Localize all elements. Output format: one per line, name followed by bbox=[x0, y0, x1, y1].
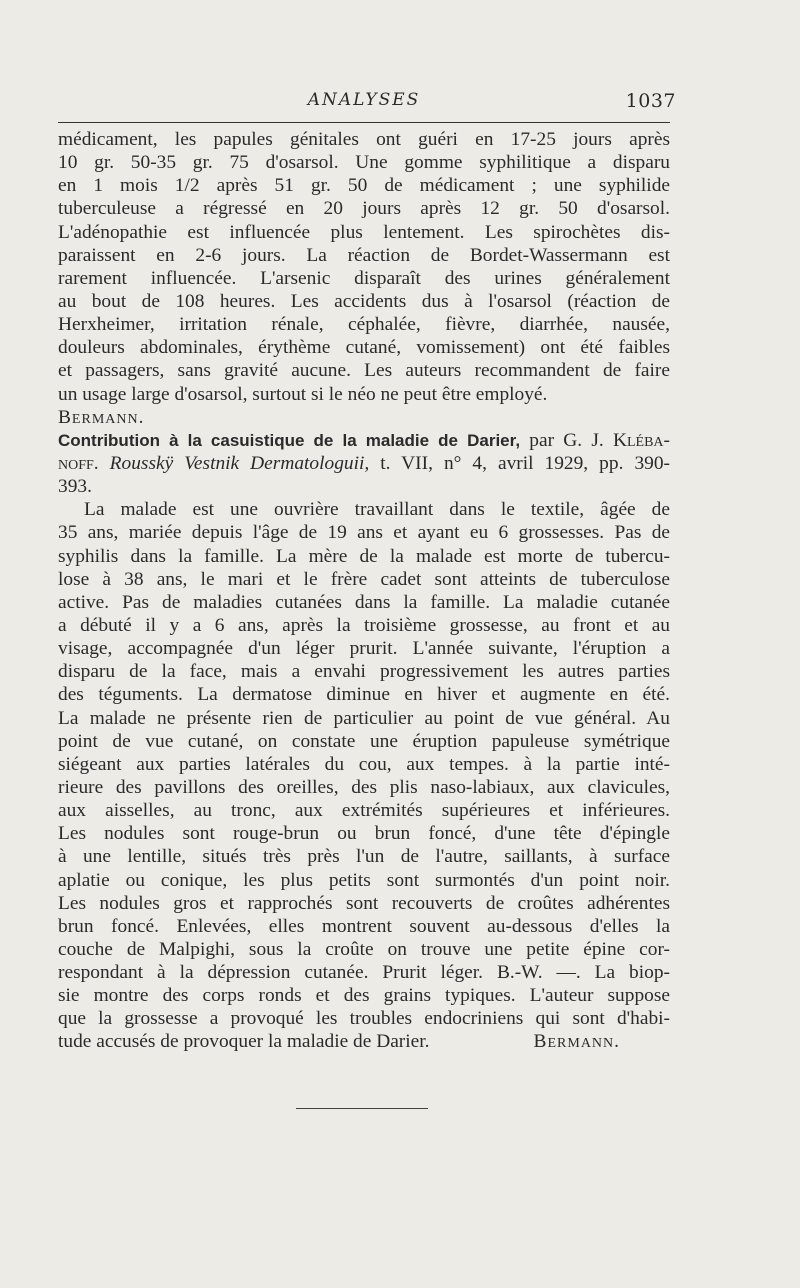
journal-page bbox=[58, 0, 676, 1288]
text-line: disparu de la face, mais a envahi progressivement les autres parties bbox=[58, 661, 670, 683]
article-citation-line bbox=[58, 452, 670, 475]
text-line: paraissent en 2-6 jours. La réaction de Bordet-Wassermann est bbox=[58, 244, 670, 266]
reviewer-signature: Bermann. bbox=[58, 406, 145, 428]
text-line: lose à 38 ans, le mari et le frère cadet sont atteints de tuberculose bbox=[58, 568, 670, 590]
text-line: a débuté il y a 6 ans, après la troisième grossesse, au front et au bbox=[58, 614, 670, 636]
article-title: Contribution à la casuistique de la maladie de Darier, bbox=[58, 430, 521, 450]
header-rule bbox=[58, 122, 670, 123]
text-line: rarement influencée. L'arsenic disparaît des urines généralement bbox=[58, 267, 670, 289]
journal-name: Rousskÿ Vestnik Dermatologuii, bbox=[109, 452, 370, 474]
text-line: siégeant aux parties latérales du cou, aux tempes. à la partie inté- bbox=[58, 753, 670, 775]
closing-rule bbox=[296, 1108, 428, 1109]
text-line: un usage large d'osarsol, surtout si le néo ne peut être employé. bbox=[58, 383, 548, 405]
running-title: ANALYSES bbox=[307, 90, 421, 110]
text-line: au bout de 108 heures. Les accidents dus à l'osarsol (réaction de bbox=[58, 290, 670, 312]
text-line: point de vue cutané, on constate une éruption papuleuse symétrique bbox=[58, 730, 670, 752]
text-line: syphilis dans la famille. La mère de la malade est morte de tubercu- bbox=[58, 545, 670, 567]
text-line: tude accusés de provoquer la maladie de Darier. bbox=[58, 1031, 430, 1053]
text-line: visage, accompagnée d'un léger prurit. L'année suivante, l'éruption a bbox=[58, 638, 670, 660]
text-line: sie montre des corps ronds et des grains typiques. L'auteur suppose bbox=[58, 985, 670, 1007]
text-line: brun foncé. Enlevées, elles montrent souvent au-dessous d'elles la bbox=[58, 915, 670, 937]
text-line: respondant à la dépression cutanée. Prurit léger. B.-W. —. La biop- bbox=[58, 962, 670, 984]
text-line: aplatie ou conique, les plus petits sont surmontés d'un point noir. bbox=[58, 869, 670, 891]
text-line: et passagers, sans gravité aucune. Les auteurs recommandent de faire bbox=[58, 360, 670, 382]
citation: t. VII, n° 4, avril 1929, pp. 390- bbox=[380, 452, 670, 474]
article-author: Kléba- bbox=[612, 429, 670, 451]
text-line: active. Pas de maladies cutanées dans la famille. La maladie cutanée bbox=[58, 591, 670, 613]
text-line: aux aisselles, au tronc, aux extrémités supérieures et inférieures. bbox=[58, 800, 670, 822]
text-line: Les nodules sont rouge-brun ou brun foncé, d'une tête d'épingle bbox=[58, 823, 670, 845]
text-line: 10 gr. 50-35 gr. 75 d'osarsol. Une gomme syphilitique a disparu bbox=[58, 152, 670, 174]
text-line: L'adénopathie est influencée plus lentement. Les spirochètes dis- bbox=[58, 221, 670, 243]
text-line: 35 ans, mariée depuis l'âge de 19 ans et ayant eu 6 grossesses. Pas de bbox=[58, 522, 670, 544]
text-line: des téguments. La dermatose diminue en hiver et augmente en été. bbox=[58, 684, 670, 706]
text-line: en 1 mois 1/2 après 51 gr. 50 de médicament ; une syphilide bbox=[58, 175, 670, 197]
reviewer-signature: Bermann. bbox=[533, 1031, 620, 1053]
text-line: La malade est une ouvrière travaillant dans le textile, âgée de bbox=[84, 499, 670, 521]
previous-review-continuation bbox=[58, 128, 670, 429]
page-number: 1037 bbox=[625, 90, 676, 112]
running-head bbox=[58, 88, 676, 114]
text-line: tuberculeuse a régressé en 20 jours après 12 gr. 50 d'osarsol. bbox=[58, 198, 670, 220]
article-author-cont: noff. bbox=[58, 452, 99, 474]
text-line: rieure des pavillons des oreilles, des plis naso-labiaux, aux clavicules, bbox=[58, 776, 670, 798]
article-heading-line bbox=[58, 429, 670, 452]
text-line: couche de Malpighi, sous la croûte on trouve une petite épine cor- bbox=[58, 938, 670, 960]
text-line: douleurs abdominales, érythème cutané, vomissement) ont été faibles bbox=[58, 337, 670, 359]
text-line: Les nodules gros et rapprochés sont recouverts de croûtes adhérentes bbox=[58, 892, 670, 914]
last-line-with-signature bbox=[58, 1030, 670, 1053]
body-text bbox=[58, 128, 670, 1054]
article-by: par G. J. bbox=[529, 429, 604, 451]
review-article bbox=[58, 429, 670, 1054]
text-line: que la grossesse a provoqué les troubles endocriniens qui sont d'habi- bbox=[58, 1008, 670, 1030]
citation-end: 393. bbox=[58, 476, 92, 498]
text-line: médicament, les papules génitales ont guéri en 17-25 jours après bbox=[58, 129, 670, 150]
text-line: à une lentille, situés très près l'un de l'autre, saillants, à surface bbox=[58, 846, 670, 868]
text-line: Herxheimer, irritation rénale, céphalée, fièvre, diarrhée, nausée, bbox=[58, 314, 670, 336]
text-line: La malade ne présente rien de particulier au point de vue général. Au bbox=[58, 707, 670, 729]
